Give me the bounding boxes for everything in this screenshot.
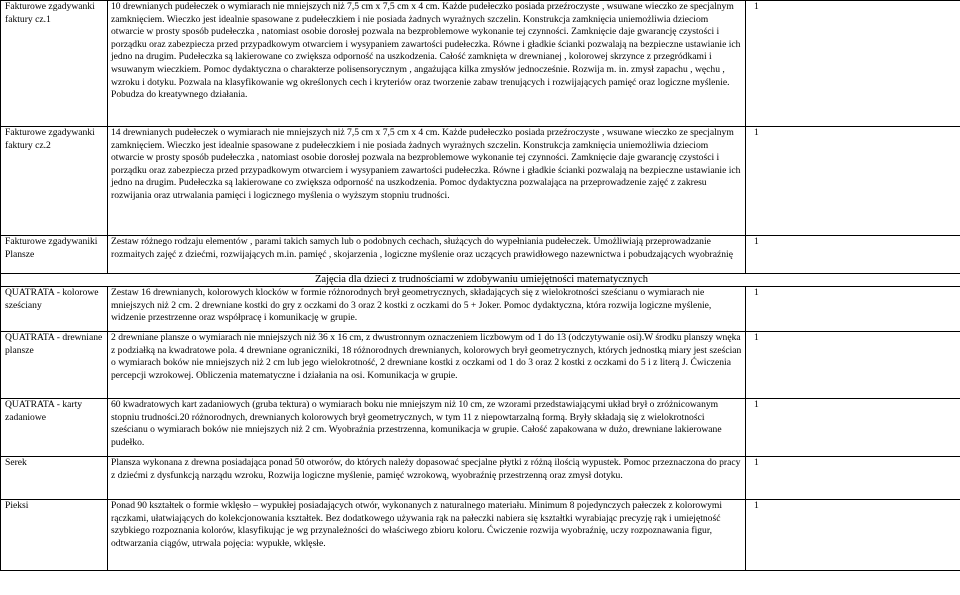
item-name: Pieksi — [1, 500, 108, 571]
item-name: QUATRATA - drewniane plansze — [1, 332, 108, 399]
item-quantity: 1 — [746, 332, 960, 399]
table-row — [1, 399, 960, 457]
item-description: Plansza wykonana z drewna posiadająca ponad 50 otworów, do których należy dopasować specjalne płytki z różną ilością wypustek. Pomoc przeznaczona do pracy z dziećmi z dysfunkcją narządu wzroku, Rozwija logiczne myślenie, pamięć wzrokową, wyobraźnię przestrzenną oraz zmysł dotyku. — [108, 457, 746, 500]
item-name: Fakturowe zgadywaniki Plansze — [1, 236, 108, 274]
item-quantity: 1 — [746, 500, 960, 571]
table-row — [1, 500, 960, 571]
item-description: 2 drewniane plansze o wymiarach nie mniejszych niż 36 x 16 cm, z dwustronnym oznaczeniem liczbowym od 1 do 13 (odczytywanie osi).W środku planszy wnęka z podziałką na kwadratowe pola. 4 drewniane ograniczniki, 18 różnorodnych drewnianych, kolorowych brył geometrycznych, których jednostką miary jest sześcian o wymiarach boków nie mniejszych niż 2 cm lub jego wielokrotność, 2 drewniane kostki z oczkami od 1 do 3 oraz 2 kostki z oczkami do 5 i z literą J. Ćwiczenia percepcji wzrokowej. Obliczenia matematyczne i działania na osi. Komunikacja w grupie. — [108, 332, 746, 399]
item-description: 10 drewnianych pudełeczek o wymiarach nie mniejszych niż 7,5 cm x 7,5 cm x 4 cm. Każde pudełeczko posiada przeźroczyste , wsuwane wieczko ze specjalnym zamknięciem. Wieczko jest idealnie spasowane z pudełeczkiem i nie posiada żadnych wyrażnych szczelin. Konstrukcja zamknięcia uniemożliwia dzieciom otwarcie w prosty sposób pudełeczka , natomiast osobie dorosłej pozwala na bezproblemowe wykonanie tej czynności. Zamknięcie daje gwarancję czystości i porządku oraz zabezpiecza przed przypadkowym otwarciem i wysypaniem zawartości pudełeczka. Równe i gładkie ścianki pozwalają na bezpieczne ustawianie ich jedno na drugim. Pudełeczka są lakierowane co zwiększa odporność na uszkodzenia. Całość zamknięta w drewnianej , kolorowej skrzynce z przegródkami i wsuwanym wieczkiem. Pomoc dydaktyczna o charakterze polisensorycznym , angażująca kilka zmysłów jednocześnie. Rozwija m. in. zmysł zapachu , węchu , wzroku i dotyku. Pozwala na klasyfikowanie wg określonych cech i kryteriów oraz tworzenie zabaw trenujących i rozwijających pamięć oraz logiczne myślenie. Pobudza do kreatywnego działania. — [108, 1, 746, 127]
item-quantity: 1 — [746, 236, 960, 274]
item-name: QUATRATA - kolorowe sześciany — [1, 287, 108, 332]
table-row — [1, 287, 960, 332]
table-row — [1, 236, 960, 274]
item-quantity: 1 — [746, 399, 960, 457]
table-row — [1, 1, 960, 127]
item-quantity: 1 — [746, 127, 960, 236]
item-description: Zestaw różnego rodzaju elementów , parami takich samych lub o podobnych cechach, służących do wypełniania pudełeczek. Umożliwiają przeprowadzanie rozmaitych zajęć z dziećmi, rozwijających m.in. pamięć , skojarzenia , logiczne myślenie oraz uczących prawidłowego nazewnictwa i pobudzających wyobraźnię — [108, 236, 746, 274]
section-header-row — [1, 274, 960, 287]
item-name: Fakturowe zgadywanki faktury cz.1 — [1, 1, 108, 127]
item-name: QUATRATA - karty zadaniowe — [1, 399, 108, 457]
item-description: Ponad 90 kształtek o formie wklęsło – wypukłej posiadających otwór, wykonanych z naturalnego materiału. Minimum 8 pojedynczych pałeczek z kolorowymi rączkami, ułatwiających do kolekcjonowania kształtek. Bez dodatkowego używania rąk na pałeczki nabiera się kształtki wyrabiając precyzję rąk i umiejętność szybkiego rozpoznania kolorów, klasyfikując je wg przynależności do właściwego zbioru koloru. Ćwiczenie rozwija wyobraźnię, uczy rozpoznawania figur, odtwarzania ciągów, utrwala pojęcia: wypukłe, wklęsłe. — [108, 500, 746, 571]
table-row — [1, 457, 960, 500]
table-row — [1, 127, 960, 236]
item-description: 60 kwadratowych kart zadaniowych (gruba tektura) o wymiarach boku nie mniejszym niż 10 cm, ze wzorami przedstawiającymi układ brył o zróżnicowanym stopniu trudności.20 różnorodnych, drewnianych kolorowych brył geometrycznych, w tym 11 z niepowtarzalną formą. Bryły składają się z wielokrotności sześcianu o wymiarach boków nie mniejszych niż 2 cm. Wyobraźnia przestrzenna, komunikacja w grupie. Całość zapakowana w dużo, drewniane lakierowane pudełko. — [108, 399, 746, 457]
item-name: Serek — [1, 457, 108, 500]
section-header: Zajęcia dla dzieci z trudnościami w zdobywaniu umiejętności matematycznych — [1, 274, 960, 287]
item-quantity: 1 — [746, 457, 960, 500]
item-name: Fakturowe zgadywanki faktury cz.2 — [1, 127, 108, 236]
item-quantity: 1 — [746, 287, 960, 332]
item-quantity: 1 — [746, 1, 960, 127]
table-row — [1, 332, 960, 399]
item-description: 14 drewnianych pudełeczek o wymiarach nie mniejszych niż 7,5 cm x 7,5 cm x 4 cm. Każde pudełeczko posiada przeźroczyste , wsuwane wieczko ze specjalnym zamknięciem. Wieczko jest idealnie spasowane z pudełeczkiem i nie posiada żadnych wyrażnych szczelin. Konstrukcja zamknięcia uniemożliwia dzieciom otwarcie w prosty sposób pudełeczka , natomiast osobie dorosłej pozwala na bezproblemowe wykonanie tej czynności. Zamknięcie daje gwarancję czystości i porządku oraz zabezpiecza przed przypadkowym otwarciem i wysypaniem zawartości pudełeczka. Równe i gładkie ścianki pozwalają na bezpieczne ustawianie ich jedno na drugim. Pudełeczka są lakierowane co zwiększa odporność na uszkodzenia. Pomoc dydaktyczna pozwalająca na przeprowadzenie zajęć z zakresu rozwijania oraz utrwalania pamięci i logicznego myślenia o wyższym stopniu trudności. — [108, 127, 746, 236]
item-description: Zestaw 16 drewnianych, kolorowych klocków w formie różnorodnych brył geometrycznych, składających się z wielokrotności sześcianu o wymiarach nie mniejszych niż 2 cm. 2 drewniane kostki do gry z oczkami do 3 oraz 2 kostki z oczkami do 5 + Joker. Pomoc dydaktyczna, która rozwija logiczne myślenie, widzenie przestrzenne oraz współpracę i komunikację w grupie. — [108, 287, 746, 332]
